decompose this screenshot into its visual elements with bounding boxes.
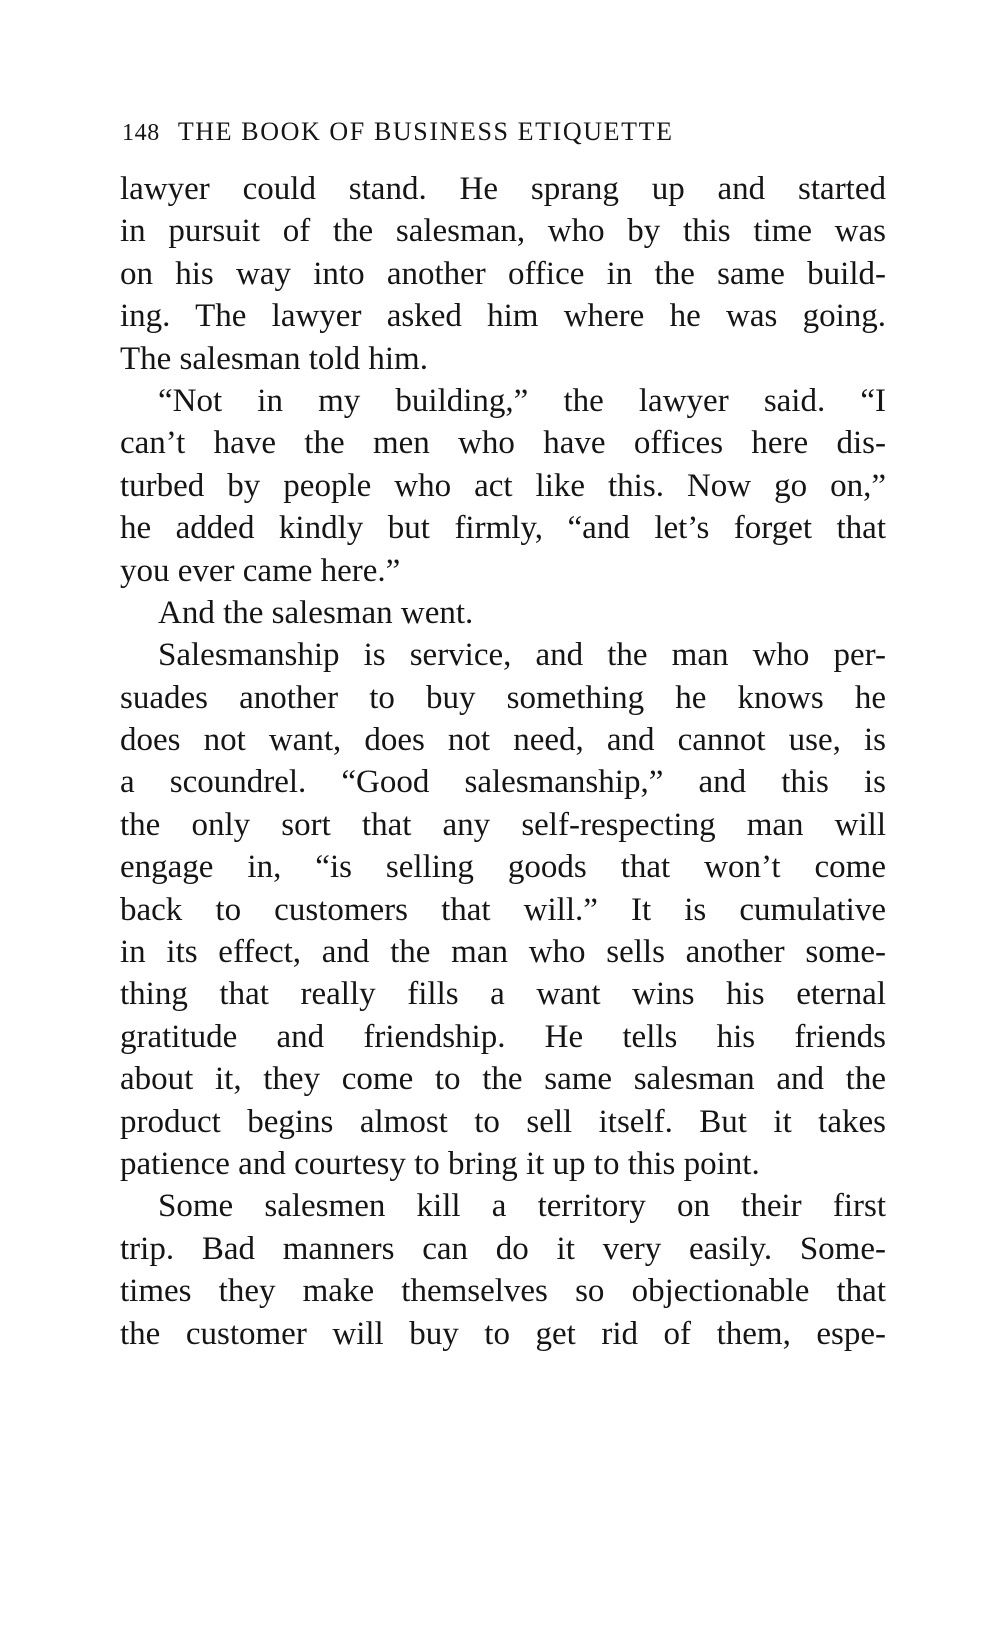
body-text xyxy=(120,168,886,1355)
text-line: does not want, does not need, and cannot use, is xyxy=(120,722,886,759)
running-header xyxy=(122,117,882,153)
page-number: 148 xyxy=(122,120,160,146)
text-line: ing. The lawyer asked him where he was going. xyxy=(120,298,886,335)
text-line: Some salesmen kill a territory on their first xyxy=(158,1188,886,1225)
text-line: The salesman told him. xyxy=(120,340,428,377)
text-line: he added kindly but firmly, “and let’s forget that xyxy=(120,510,886,547)
text-line: a scoundrel. “Good salesmanship,” and this is xyxy=(120,764,886,801)
text-line: “Not in my building,” the lawyer said. “I xyxy=(158,382,886,419)
text-line: the only sort that any self-respecting man will xyxy=(120,806,886,843)
text-line: Salesmanship is service, and the man who per- xyxy=(158,637,886,674)
text-line: thing that really fills a want wins his eternal xyxy=(120,976,886,1013)
text-line: trip. Bad manners can do it very easily. Some- xyxy=(120,1230,886,1267)
text-line: back to customers that will.” It is cumulative xyxy=(120,891,886,928)
text-line: patience and courtesy to bring it up to this point. xyxy=(120,1145,760,1182)
text-line: And the salesman went. xyxy=(158,594,474,631)
text-line: product begins almost to sell itself. But it takes xyxy=(120,1103,886,1140)
text-line: lawyer could stand. He sprang up and started xyxy=(120,171,886,207)
text-line: times they make themselves so objectionable that xyxy=(120,1273,886,1310)
text-line: you ever came here.” xyxy=(120,552,401,589)
text-line: on his way into another office in the same build- xyxy=(120,255,886,292)
text-line: suades another to buy something he knows he xyxy=(120,679,886,716)
text-line: about it, they come to the same salesman and the xyxy=(120,1061,886,1098)
text-line: turbed by people who act like this. Now go on,” xyxy=(120,467,886,504)
text-line: gratitude and friendship. He tells his friends xyxy=(120,1018,886,1055)
text-line: can’t have the men who have offices here dis- xyxy=(120,425,886,462)
text-line: in its effect, and the man who sells another some- xyxy=(120,934,886,971)
text-line: in pursuit of the salesman, who by this time was xyxy=(120,213,886,250)
text-line: engage in, “is selling goods that won’t come xyxy=(120,849,886,886)
text-line: the customer will buy to get rid of them, espe- xyxy=(120,1315,886,1352)
running-title: THE BOOK OF BUSINESS ETIQUETTE xyxy=(177,117,674,146)
